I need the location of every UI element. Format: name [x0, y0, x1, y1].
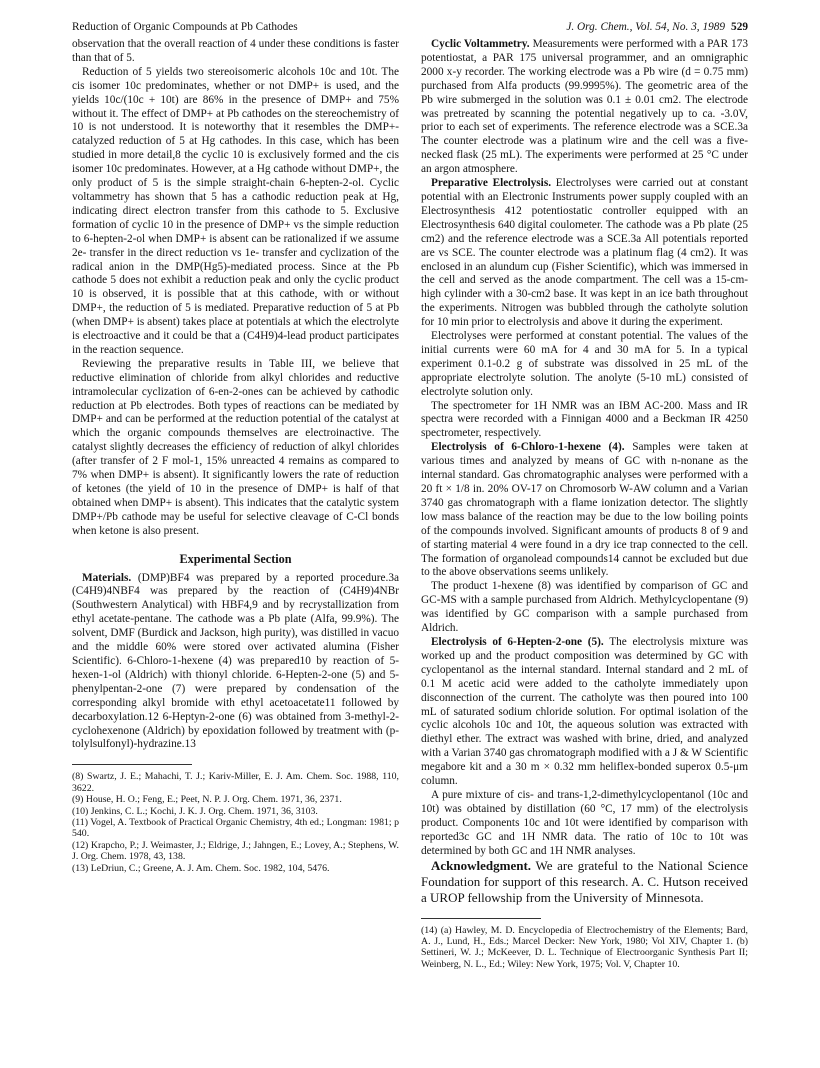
section-heading: Experimental Section — [179, 551, 292, 566]
paragraph-body: Measurements were performed with a PAR 173 potentiostat, a PAR 175 universal programmer, and an omnigraphic 2000 x-y recorder. The working electrode was a Pb wire (d = 0.75 mm) purchased from Alfa products (99.9995%). The geometric area of the Pb wire submerged in the solution was 0.1 ± 0.01 cm2. The electrode was pretreated by scanning the potential negatively up to ca. -3.0V, prior to each set of experiments. The reference electrode was a SCE.3a The counter electrode was a platinum wire and the cell was a five-necked flask (25 mL). The experiments were performed at 25 °C under an argon atmosphere. — [421, 38, 748, 176]
paragraph — [421, 441, 748, 580]
paragraph — [72, 572, 399, 753]
reference-item: (14) (a) Hawley, M. D. Encyclopedia of Electrochemistry of the Elements; Bard, A. J., Lund, H., Eds.; Marcel Decker: New York, 1980; Vol XIV, Chapter 1. (b) Settineri, W. J.; McKeever, D. L. Technique of Electroorganic Synthesis Part II; Weinberg, N. L., Ed.; Wiley: New York, 1975; Vol. V, Chapter 10. — [421, 924, 748, 970]
right-column — [421, 38, 748, 970]
paragraph — [421, 38, 748, 177]
footnote-rule — [72, 764, 192, 765]
run-in-heading: Electrolysis of 6-Hepten-2-one (5). — [431, 635, 604, 648]
left-column — [72, 38, 399, 874]
reference-item: (9) House, H. O.; Feng, E.; Peet, N. P. J. Org. Chem. 1971, 36, 2371. — [72, 794, 342, 806]
reference-item: (8) Swartz, J. E.; Mahachi, T. J.; Kariv-Miller, E. J. Am. Chem. Soc. 1988, 110, 3622. — [72, 771, 399, 794]
references — [72, 771, 399, 874]
references — [421, 925, 748, 971]
reference-item: (12) Krapcho, P.; J. Weimaster, J.; Eldrige, J.; Jahngen, E.; Lovey, A.; Stephens, W. J. Org. Chem. 1978, 43, 138. — [72, 839, 399, 863]
run-in-heading: Materials. — [82, 571, 132, 584]
paragraph: The spectrometer for 1H NMR was an IBM AC-200. Mass and IR spectra were recorded with a Finnigan 4000 and a Beckman IR 4250 spectrometer, respectively. — [421, 399, 748, 440]
paragraph — [421, 636, 748, 789]
acknowledgment — [421, 858, 748, 905]
acknowledgment-heading: Acknowledgment. — [431, 858, 532, 874]
page-number: 529 — [731, 21, 748, 33]
run-in-heading: Preparative Electrolysis. — [431, 177, 552, 190]
reference-item: (10) Jenkins, C. L.; Kochi, J. K. J. Org. Chem. 1971, 36, 3103. — [72, 805, 318, 817]
paragraph: Reviewing the preparative results in Table III, we believe that reductive elimination of chloride from alkyl chlorides and reductive intramolecular cyclization of 6-en-2-ones can be achieved by cathodic reduction at Pb electrodes. Both types of reactions can be mediated by DMP+ and can be performed at the reduction potential of the catalyst at which the organic compounds themselves are electroinactive. The catalyst slightly decreases the efficiency of reduction of alkyl chlorides (after transfer of 2 F mol-1, 15% unreacted 4 remains as compared to 7% when DMP+ is absent). It significantly lowers the rate of reduction of ketones (the yield of 10 in the presence of DMP+ is half of that obtained when DMP+ is absent). This indicates that the catalytic system DMP+/Pb cathode may be useful for selective cleavage of C-Cl bonds when ketone is also present. — [72, 357, 399, 537]
reference-item: (11) Vogel, A. Textbook of Practical Organic Chemistry, 4th ed.; Longman: 1981; p 540. — [72, 816, 399, 840]
running-header — [72, 20, 748, 34]
paragraph: A pure mixture of cis- and trans-1,2-dimethylcyclopentanol (10c and 10t) was obtained by distillation (60 °C, 17 mm) of the electrolysis product. Components 10c and 10t were identified by comparison with reported3c GC and 1H NMR data. The ratio of 10c to 10t was determined by both GC and 1H NMR analyses. — [421, 788, 748, 857]
paragraph: Electrolyses were performed at constant potential. The values of the initial currents were 60 mA for 4 and 30 mA for 5. In a typical experiment 0.1-0.2 g of substrate was dissolved in 25 mL of the appropriate electrolyte solution. The anolyte (5-10 mL) consisted of electrolyte solution only. — [421, 330, 748, 398]
run-in-heading: Electrolysis of 6-Chloro-1-hexene (4). — [431, 441, 625, 454]
paragraph-body: (DMP)BF4 was prepared by a reported procedure.3a (C4H9)4NBF4 was prepared by the reaction of (C4H9)4NBr (Southwestern Analytical) with HBF4,9 and by recrystallization from ethyl acetate-pentane. The cathode was a Pb plate (Alfa, 99.9%). The solvent, DMF (Burdick and Jackson, high purity), was distilled in vacuo and the middle 60% were stored over activated alumina (Fisher Scientific). 6-Chloro-1-hexene (4) was prepared10 by reaction of 5-hexen-1-ol (Aldrich) with thionyl chloride. 6-Hepten-2-one (5) and 5-phenylpentan-2-one (7) were prepared by condensation of the corresponding alkyl bromide with ethyl acetoacetate11 followed by decarboxylation.12 6-Heptyn-2-one (6) was obtained from 3-methyl-2-cyclohexenone (Aldrich) by epoxidation followed by treatment with (p-tolylsulfonyl)-hydrazine.13 — [72, 571, 399, 751]
paragraph: The product 1-hexene (8) was identified by comparison of GC and GC-MS with a sample purchased from Aldrich. Methylcyclopentane (9) was identified by GC comparison with a sample purchased from Aldrich. — [421, 580, 748, 635]
paragraph — [421, 177, 748, 330]
run-in-heading: Cyclic Voltammetry. — [431, 38, 530, 50]
acknowledgment-body: We are grateful to the National Science Foundation for support of this research. A. C. Hutson received a UROP fellowship from the University of Minnesota. — [421, 858, 748, 905]
paragraph: Reduction of 5 yields two stereoisomeric alcohols 10c and 10t. The cis isomer 10c predominates, whether or not DMP+ is used, and the yields 10c/(10c + 10t) are 86% in the presence of DMP+ and 75% without it. The effect of DMP+ at Pb cathodes on the stereochemistry of 10 is not understood. It is noteworthy that it resembles the DMP+-catalyzed reduction of 5 at Hg cathodes. In this case, which has been studied in more detail,8 the cyclic 10 is exclusively formed and the cis isomer 10c predominates. However, at a Hg cathode without DMP+, the only product of 5 is the simple straight-chain 6-hepten-2-ol. Cyclic voltammetry has shown that 5 has a cathodic reduction peak at Hg, indicating direct electron transfer from this cathode to 5. Exclusive formation of cyclic 10 in the presence of DMP+ vs the simple reduction to 6-hepten-2-ol when DMP+ is absent can be rationalized if we assume 2e- transfer in the direct reduction vs 1e- transfer and cyclization of the radical anion in the DMP(Hg5)-mediated process. Since at the Pb cathode 5 does not exhibit a reduction peak and only the cyclic product 10 is observed, it is possible that at this cathode, with or without DMP+, the reduction of 5 is mediated. Preparative reduction of 5 at Pb (when DMP+ is absent) takes place at potentials at which the electrolyte is electroactive and it could be that a (C4H9)4-lead product participates in the reaction sequence. — [72, 65, 399, 356]
footnote-rule — [421, 918, 541, 919]
header-title: Reduction of Organic Compounds at Pb Cathodes — [72, 21, 298, 33]
header-citation: J. Org. Chem., Vol. 54, No. 3, 1989 — [566, 21, 726, 33]
header-journal — [566, 20, 748, 34]
paragraph-body: Electrolyses were carried out at constant potential with an Electronic Instruments power supply coupled with an Electrosynthesis 412 potentiostatic controller equipped with an Electrosynthesis 640 digital coulometer. The cathode was a Pb plate (25 cm2) and the reference electrode was a SCE.3a All potentials reported are vs SCE. The counter electrode was a platinum flag (4 cm2). It was enclosed in an alundum cup (Fisher Scientific), which was immersed in the cell and served as the anode compartment. The cell was a 15-cm-high cylinder with a 30-cm2 base. It was kept in an ice bath throughout the experiments. Nitrogen was bubbled through the catholyte solution for 10 min prior to electrolysis and above it during the experiment. — [421, 177, 748, 329]
paragraph-body: Samples were taken at various times and analyzed by means of GC with n-nonane as the internal standard. Gas chromatographic analyses were performed with a 20 ft × 1/8 in. 20% OV-17 on Chromosorb W-AW column and a Varian 3740 gas chromatograph with a flame ionization detector. The slightly low mass balance of the reaction may be due to the low boiling points of the compounds involved. Significant amounts of products 8 of 9 and of starting material 4 were found in a dry ice trap connected to the cell. The formation of organolead compounds14 cannot be excluded but due to the above observations seems unlikely. — [421, 441, 748, 579]
paragraph: observation that the overall reaction of 4 under these conditions is faster than that of 5. — [72, 38, 399, 64]
paragraph-body: The electrolysis mixture was worked up and the product composition was determined by GC with cyclopentanol as the internal standard. Internal standard and 2 mL of 0.1 M acetic acid were added to the catholyte immediately upon disconnection of the current. The catholyte was then poured into 100 mL of saturated sodium chloride solution. For optimal isolation of the cyclic alcohols 10c and 10t, the aqueous solution was extracted with diethyl ether. The extract was washed with brine, dried, and analyzed with a Varian 3740 gas chromatograph modified with a J & W Scientific megabore kit and a 30 m × 0.32 mm heliflex-bonded superox 0.5-μm column. — [421, 635, 748, 788]
reference-item: (13) LeDriun, C.; Greene, A. J. Am. Chem. Soc. 1982, 104, 5476. — [72, 862, 330, 874]
